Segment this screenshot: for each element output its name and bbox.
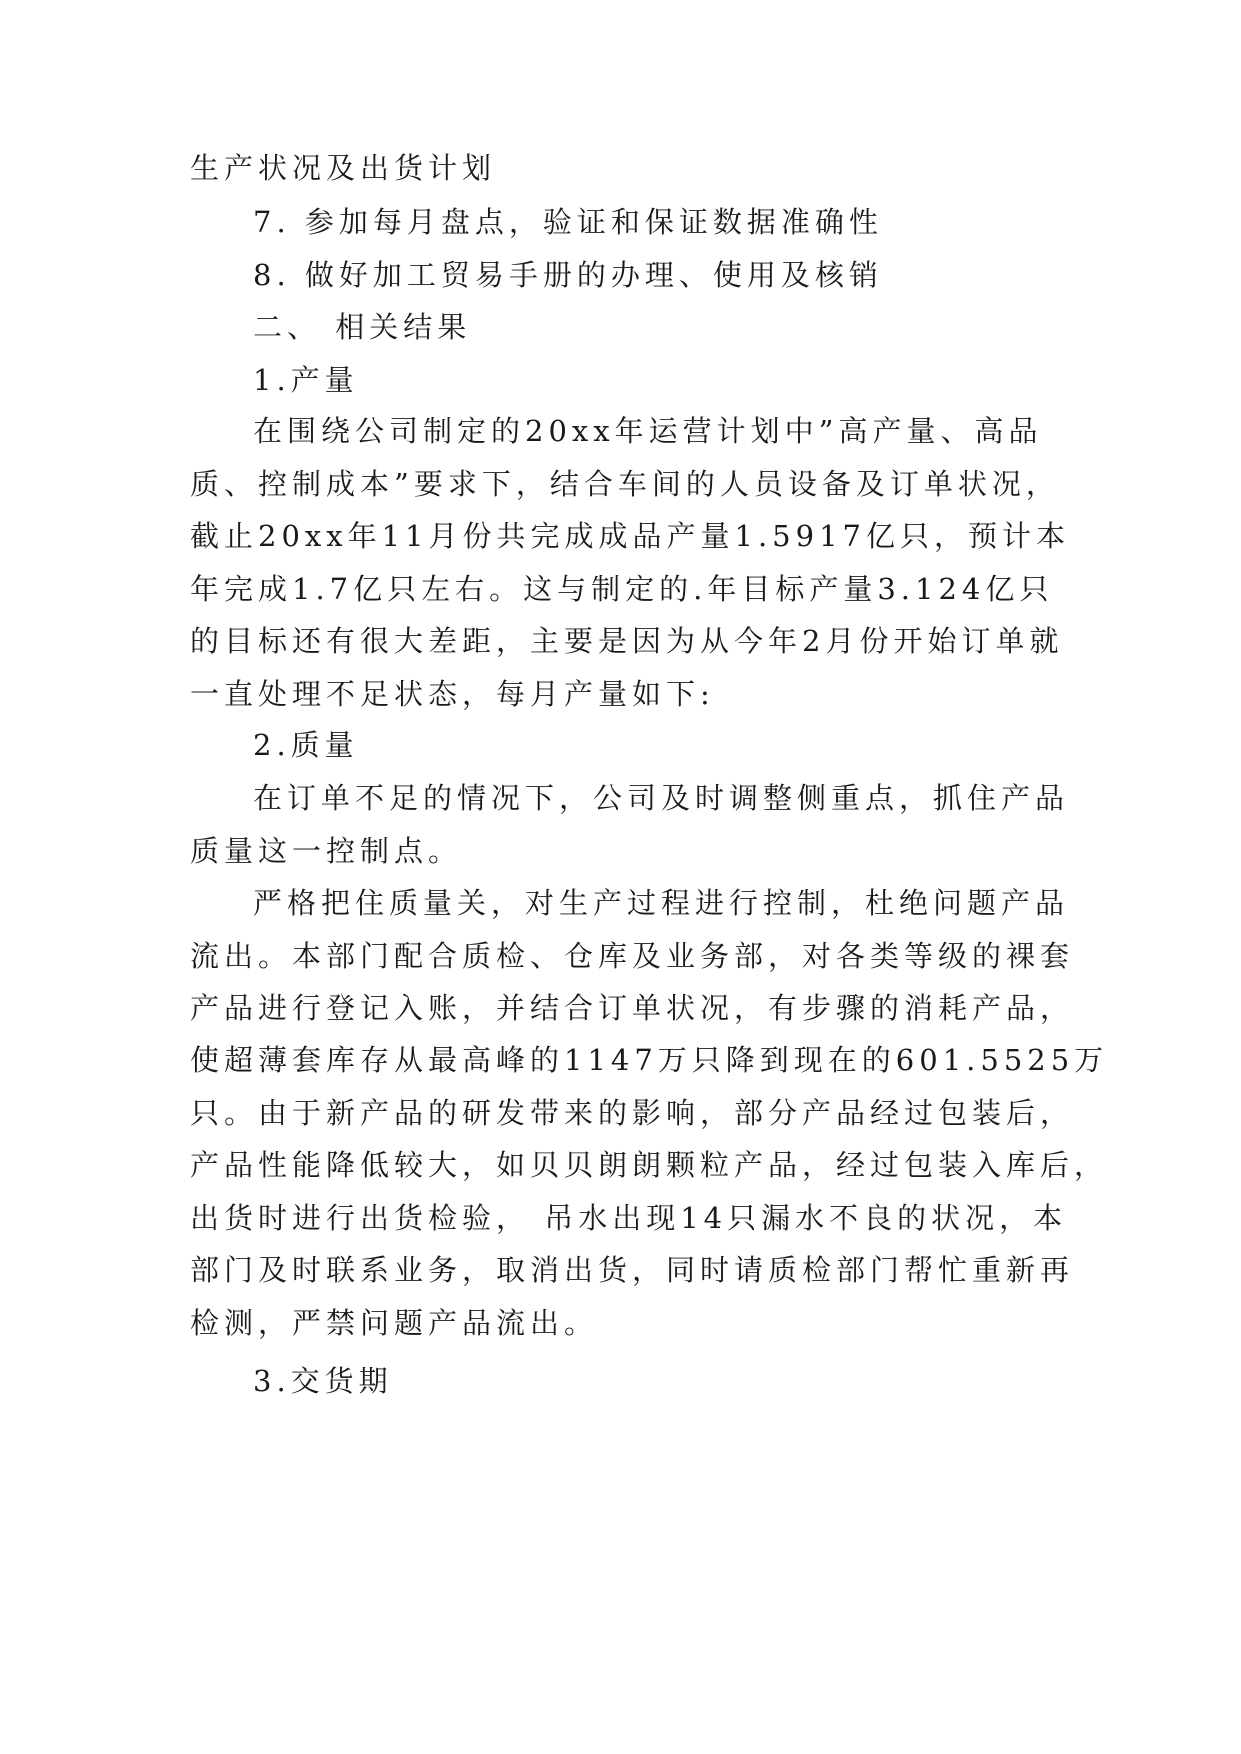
paragraph-line: 一直处理不足状态，每月产量如下: xyxy=(190,677,715,711)
list-item-7: 7. 参加每月盘点，验证和保证数据准确性 xyxy=(253,205,883,239)
paragraph-line: 只。由于新产品的研发带来的影响，部分产品经过包装后， xyxy=(190,1096,1075,1130)
paragraph-line: 检测，严禁问题产品流出。 xyxy=(190,1306,599,1340)
text-line-continuation: 生产状况及出货计划 xyxy=(190,151,497,185)
list-item-8: 8. 做好加工贸易手册的办理、使用及核销 xyxy=(253,258,883,292)
paragraph-line: 部门及时联系业务，取消出货，同时请质检部门帮忙重新再 xyxy=(190,1253,1075,1287)
paragraph-line: 年完成1.7亿只左右。这与制定的.年目标产量3.124亿只 xyxy=(190,572,1054,606)
paragraph-line: 出货时进行出货检验， 吊水出现14只漏水不良的状况，本 xyxy=(190,1201,1068,1235)
section-heading: 二、 相关结果 xyxy=(253,310,472,344)
paragraph-line: 在订单不足的情况下，公司及时调整侧重点，抓住产品 xyxy=(253,781,1070,815)
paragraph-line: 严格把住质量关，对生产过程进行控制，杜绝问题产品 xyxy=(253,886,1070,920)
paragraph-line: 质量这一控制点。 xyxy=(190,834,463,868)
paragraph-line: 产品性能降低较大，如贝贝朗朗颗粒产品，经过包装入库后， xyxy=(190,1148,1109,1182)
paragraph-line: 的目标还有很大差距，主要是因为从今年2月份开始订单就 xyxy=(190,624,1064,658)
paragraph-line: 质、控制成本”要求下，结合车间的人员设备及订单状况， xyxy=(190,467,1060,501)
paragraph-line: 使超薄套库存从最高峰的1147万只降到现在的601.5525万 xyxy=(190,1043,1109,1077)
subheading-quality: 2.质量 xyxy=(253,728,359,762)
paragraph-line: 流出。本部门配合质检、仓库及业务部，对各类等级的裸套 xyxy=(190,939,1075,973)
subheading-output: 1.产量 xyxy=(253,363,359,397)
paragraph-line: 截止20xx年11月份共完成成品产量1.5917亿只，预计本 xyxy=(190,519,1070,553)
paragraph-line: 在围绕公司制定的20xx年运营计划中”高产量、高品 xyxy=(253,414,1043,448)
subheading-delivery: 3.交货期 xyxy=(253,1364,393,1398)
paragraph-line: 产品进行登记入账，并结合订单状况，有步骤的消耗产品， xyxy=(190,991,1075,1025)
